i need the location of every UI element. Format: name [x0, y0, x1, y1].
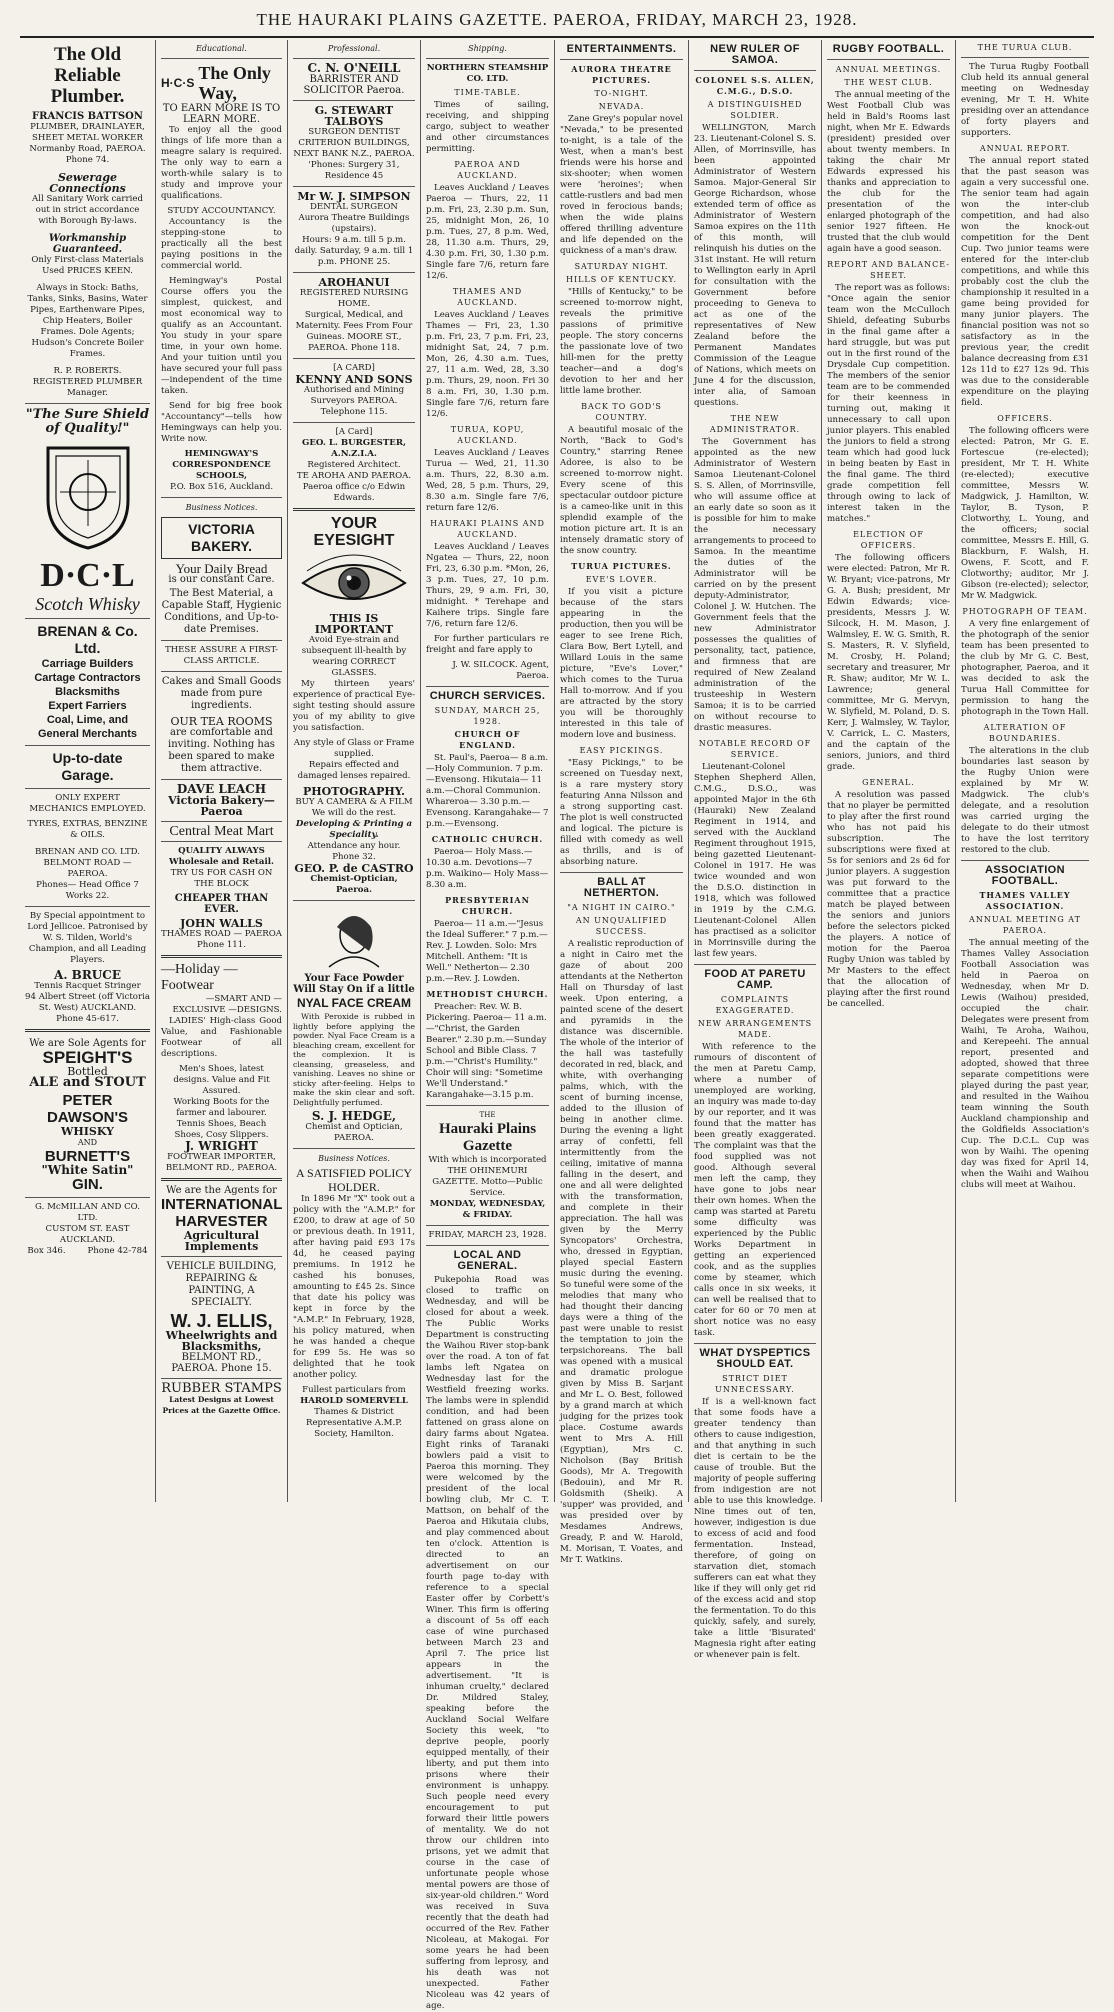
divider — [161, 821, 282, 822]
divider — [25, 745, 150, 746]
international-harvester: INTERNATIONAL HARVESTER — [161, 1196, 283, 1230]
divider — [560, 872, 683, 873]
turua-text-1: The Turua Rugby Football Club held its annual general meeting on Wednesday evening, Mr T. H. White presiding over an attendance of forty players and supporters. — [961, 62, 1089, 138]
thames-auckland-times: Leaves Auckland / Leaves Thames — Fri, 23, 1.30 p.m. Fri, 23, 7 p.m. Fri, 23, midnight Sat, 24, 7 p.m. Mon, 26, 4.30 a.m. Tues, 27, 11 a.m. Wed, 28, 3.30 p.m. Thurs, 29, noon. Fri 30 8 a.m. Fri, 30, 1.30 p.m. Single fare 7/6, return fare 12/6. — [426, 310, 549, 419]
paeroa-office: Paeroa office c/o Edwin Edwards. — [302, 482, 406, 503]
divider — [293, 186, 415, 187]
divider — [293, 900, 415, 901]
a-card: [A CARD] — [333, 363, 375, 373]
workmanship-text: Only First-class Materials Used PRICES KEEN. — [31, 255, 144, 276]
de-castro: GEO. P. de CASTRO — [294, 862, 414, 875]
garage-heading: Up-to-date Garage. — [52, 750, 123, 783]
shipping-head: Shipping. — [468, 44, 507, 53]
hcs-para-3: Hemingway's Postal Course offers you the simplest, quickest, and most economical way to qualify as an Accountant. You study in your spare time, in your own home. And your tuition until you have secured your full pass—independent of the time taken. — [161, 276, 282, 396]
earn-more: TO EARN MORE IS TO LEARN MORE. — [162, 103, 281, 125]
wj-ellis: W. J. ELLIS, — [170, 1311, 273, 1331]
custom-st: CUSTOM ST. EAST AUCKLAND. — [45, 1224, 130, 1245]
divider — [426, 686, 549, 687]
brenan-service-item: General Merchants — [37, 728, 138, 740]
tonight: TO-NIGHT. — [594, 89, 649, 98]
assure: THESE ASSURE A FIRST-CLASS ARTICLE. — [164, 645, 279, 666]
battson-trades: PLUMBER, DRAINLAYER, SHEET METAL WORKER — [30, 122, 145, 143]
new-administrator: THE NEW ADMINISTRATOR. — [709, 414, 801, 434]
talboys: G. STEWART TALBOYS — [314, 104, 394, 128]
and: AND — [77, 1138, 98, 1147]
kenny-sons: KENNY AND SONS — [295, 373, 413, 386]
manager-line: R. P. ROBERTS. REGISTERED PLUMBER Manager. — [32, 366, 143, 398]
divider — [161, 640, 282, 641]
wholesale: Wholesale and Retail. — [169, 857, 274, 867]
association-football: ASSOCIATION FOOTBALL. — [985, 864, 1065, 887]
architect: Registered Architect. — [307, 460, 401, 470]
church-england: CHURCH OF ENGLAND. — [454, 729, 521, 750]
buy-camera: BUY A CAMERA & A FILM We will do the rest. — [295, 797, 413, 818]
satisfied-policy: A SATISFIED POLICY HOLDER. — [295, 1166, 412, 1194]
criterion: CRITERION BUILDINGS, NEXT BANK N.Z., PAEROA. — [293, 138, 415, 159]
turua-pictures: TURUA PICTURES. — [571, 561, 672, 571]
divider — [25, 788, 150, 789]
church-england-text: St. Paul's, Paeroa— 8 a.m.—Holy Communion. 7 p.m.—Evensong. Hikutaia— 11 a.m.—Choral Communion. Whareroa— 3.30 p.m.—Evensong. Karangahake— 7 p.m.—Evensong. — [426, 753, 549, 829]
burnetts: BURNETT'S — [44, 1148, 131, 1165]
bruce-address: 94 Albert Street (off Victoria St. West) AUCKLAND. Phone 45-617. — [25, 992, 150, 1024]
gazette-date: FRIDAY, MARCH 23, 1928. — [428, 1230, 547, 1240]
constant-care: is our constant Care. — [168, 574, 275, 585]
walls-address: THAMES ROAD — PAEROA Phone 111. — [161, 929, 282, 950]
silcock: J. W. SILCOCK. Agent, Paeroa. — [452, 660, 549, 681]
bruce-trade: Tennis Racquet Stringer — [34, 981, 141, 991]
any-style: Any style of Glass or Frame supplied. — [293, 738, 415, 759]
general: GENERAL. — [862, 778, 915, 787]
strict-diet: STRICT DIET UNNECESSARY. — [715, 1374, 795, 1394]
photograph-team: PHOTOGRAPH OF TEAM. — [962, 607, 1088, 616]
tyres-line: TYRES, EXTRAS, BENZINE & OILS. — [27, 819, 148, 840]
divider — [694, 964, 816, 965]
john-walls: JOHN WALLS — [180, 917, 263, 930]
lady-portrait-illustration — [319, 907, 389, 967]
sewerage-heading: Sewerage Connections — [49, 171, 126, 195]
divider — [293, 1148, 415, 1149]
hemingways: HEMINGWAY'S CORRESPONDENCE SCHOOLS, — [172, 449, 271, 481]
turua-text-4: A very fine enlargement of the photograph of the senior team has been presented to the club by Mr G. C. Best, photographer, Paeroa, and it was decided to ask the Turua Hall Committee for permission to hang the photograph in the Town Hall. — [961, 619, 1089, 717]
avoid-eyestrain: Avoid Eye-strain and subsequent ill-health by wearing CORRECT GLASSES. — [301, 635, 407, 678]
professional-head: Professional. — [327, 44, 381, 53]
working-boots: Working Boots for the farmer and labourer. — [173, 1097, 270, 1118]
nevada-text: Zane Grey's popular novel "Nevada," to be presented to-night, is a tale of the West, when a man's best friends were his horse and six-shooter; when women were 'heroines'; when cattle-rustlers and bad men roved in ferocious bands; when the wide plains offered thrilling adventure and life depended on the quickness of a man's draw. — [560, 114, 683, 256]
annual-report: ANNUAL REPORT. — [979, 144, 1071, 153]
gazette-nameplate: Hauraki Plains Gazette — [438, 1121, 537, 1154]
rubber-stamps: RUBBER STAMPS — [161, 1381, 282, 1396]
timetable: TIME-TABLE. — [454, 88, 521, 97]
samoa-text-3: Lieutenant-Colonel Stephen Shepherd Allen, C.M.G., D.S.O., was appointed Major in the 6th (Hauraki) New Zealand Regiment in 1914, and served with the Auckland Regiment throughout 1915, being gazetted Lieutenant-Colonel in 1917. He was twice wounded and won the D.S.O. distinction in 1918, which was followed in 1919 by the C.M.G. Lieutenant-Colonel Allen has practised as a solicitor in Morrinsville during the last few years. — [694, 762, 816, 959]
unqualified: AN UNQUALIFIED SUCCESS. — [575, 916, 668, 936]
te-aroha: TE AROHA AND PAEROA. — [296, 471, 412, 481]
paeroa-auckland-times: Leaves Auckland / Leaves Paeroa — Thurs, 22, 11 p.m. Fri, 23, 2.30 p.m. Sun, 25, midnight Mon, 26, 10 p.m. Tues, 27, 8 p.m. Wed, 28, 11.30 a.m. Thurs, 29, 4.30 p.m. Fri, 30, 1.30 p.m. Single fare 7/6, return fare 12/6. — [426, 183, 549, 281]
column-6 — [689, 40, 822, 1660]
thames-auckland: THAMES AND AUCKLAND. — [452, 287, 523, 307]
white-satin: "White Satin" — [41, 1163, 134, 1177]
simpson-title: DENTAL SURGEON — [310, 202, 398, 212]
only-way: The Only Way, — [198, 63, 271, 103]
brenan-service-item: Blacksmiths — [55, 686, 120, 698]
this-is-important: THIS IS IMPORTANT — [314, 612, 394, 636]
divider — [694, 1343, 816, 1344]
dcl-wordmark: D·C·L — [40, 557, 135, 594]
divider — [25, 1029, 150, 1032]
divider — [25, 906, 150, 907]
workmanship-heading: Workmanship Guaranteed. — [48, 233, 127, 255]
divider — [426, 1225, 549, 1226]
back-text: A beautiful mosaic of the North, "Back to God's Country," starring Renee Adoree, is also to be screened to-morrow night. Every scene of this spectacular outdoor picture is a cameo-like unit in this splendid example of the motion picture art. It is an intensely dramatic story of the snow country. — [560, 425, 683, 556]
entertainments-head: ENTERTAINMENTS. — [566, 43, 677, 55]
divider — [161, 1256, 282, 1257]
hills-text: "Hills of Kentucky," to be screened to-morrow night, reveals the primitive passions of primitive people. The story concerns the passionate love of two hill-men for the pretty teacher—and a dog's devotion to her and her little lame brother. — [560, 287, 683, 396]
brenan-service-item: Coal, Lime, and — [46, 714, 129, 726]
brenan-phones: Phones— Head Office 7 Works 22. — [36, 880, 139, 901]
speights: SPEIGHT'S — [42, 1048, 133, 1067]
plumber-headline: The Old Reliable Plumber. — [50, 44, 125, 107]
oneill-text: BARRISTER AND SOLICITOR Paeroa. — [303, 74, 405, 96]
divider — [694, 70, 816, 71]
election: ELECTION OF OFFICERS. — [853, 530, 924, 550]
paretu-head: FOOD AT PARETU CAMP. — [704, 968, 806, 991]
report-balance: REPORT AND BALANCE-SHEET. — [827, 260, 950, 280]
divider — [161, 841, 282, 842]
somervell: HAROLD SOMERVELL — [300, 1396, 408, 1406]
hemingways-address: P.O. Box 516, Auckland. — [169, 482, 274, 492]
incorporated: With which is incorporated THE OHINEMURI GAZETTE. Motto—Public Service. — [428, 1155, 547, 1198]
victoria-bakery: VICTORIA BAKERY. — [188, 521, 255, 554]
church-services: CHURCH SERVICES. — [429, 690, 546, 702]
divider — [25, 403, 150, 404]
kenny-text: Authorised and Mining Surveyors PAEROA. Telephone 115. — [303, 385, 405, 417]
turua-text-3: The following officers were elected: Patron, Mr G. E. Fortescue (re-elected); president, Mr T. H. White (re-elected); executive committee, Messrs W. Madgwick, J. Hamilton, W. Taylor, B. Tyson, P. Clotworthy, L. Young, and the officers; social committee, Messrs E. Hill, G. Blackburn, F. Walsh, H. Owens, F. Scott, and F. Clotworthy; auditor, Mr J. Gibson (re-elected); selector, Mr W. Madgwick. — [961, 426, 1089, 601]
nsco: NORTHERN STEAMSHIP CO. LTD. — [426, 63, 549, 84]
mcmillan: G. McMILLAN AND CO. LTD. — [35, 1202, 140, 1223]
hcs-para-2: Accountancy is the stepping-stone to practically all the best paying positions in the commercial world. — [161, 217, 282, 271]
thames-valley: THAMES VALLEY ASSOCIATION. — [979, 890, 1071, 911]
peter-dawson: PETER DAWSON'S — [46, 1092, 129, 1126]
eves-lover: EVE'S LOVER. — [585, 575, 658, 584]
aurora-buildings: Aurora Theatre Buildings (upstairs). — [298, 213, 410, 234]
distinguished: A DISTINGUISHED SOLDIER. — [707, 100, 803, 120]
appointment-text: By Special appointment to Lord Jellicoe. Patronised by W. S. Tilden, World's Champion, and all Leading Players. — [27, 911, 148, 965]
divider — [560, 59, 683, 60]
j-wright: J. WRIGHT — [185, 1139, 258, 1153]
divider — [293, 100, 415, 101]
brenan-heading: BRENAN & Co. Ltd. — [37, 623, 138, 656]
best-material: The Best Material, a Capable Staff, Hygienic Conditions, and Up-to-date Premises. — [161, 588, 282, 635]
dyspeptics-text: If is a well-known fact that some foods have a greater tendency than others to cause indigestion, and that anything in such diet is certain to be the cause of trouble. But the majority of people suffering from indigestion are not able to use this knowledge. Nine times out of ten, however, indigestion is due to excess of acid and food fermentation. Instead, therefore, of going on starvation diet, stomach sufferers can eat what they like if they will only get rid of the excess acid and stop the fermentation. To do this quickly, safely, and surely, take a little 'Bisurated' Magnesia right after eating or whenever pain is felt. — [694, 1397, 816, 1660]
column-8 — [956, 40, 1094, 1502]
sure-shield-slogan: "The Sure Shield of Quality!" — [25, 407, 150, 436]
ball-text: A realistic reproduction of a night in Cairo met the gaze of about 200 attendants at the Netherton Hall on Thursday of last week. Upon entering, a painted scene of the desert and pyramids in the distance was discernible. The whole of the interior of the hall was tastefully decorated in red, black, and white, with overhanging palms, which, with the scent of burning incense, added to the illusion of being in another clime. During the evening a light array of confetti, fell intermittently from the ceiling, imitative of manna falling in the desert, and one and all were delighted with the transformation, and complete in their appreciation. The hall was given by the Merry Syncopators' Orchestra, who, dressed in Egyptian, played special Eastern music during the evening. So tuneful were some of the melodies that many who had thought their dancing days were a thing of the past were unable to resist the temptation to join the terpsichoreans. The ball was opened with a musical and dramatic prologue given by Miss B. Sarjant and Mr L. O. Best, followed by a grand march at which judging for the prizes took place. Costume awards went to Mrs A. Hill (Egyptian), Mrs C. Nicholson (Bay British Goods), Mr A. Tregowith (Bedouin), and Mr R. Goldsmith (Sheik). A 'supper' was provided, and was presided over by Mesdames Andrews, Gready, P. and W. Harold, M. Morisan, T. Voates, and Mr T. Watkins. — [560, 939, 683, 1565]
mechanics-line: ONLY EXPERT MECHANICS EMPLOYED. — [29, 793, 146, 814]
dave-leach: DAVE LEACH — [176, 782, 267, 796]
divider — [293, 358, 415, 359]
chemist-optician: Chemist-Optician, Paeroa. — [310, 874, 398, 895]
officers: OFFICERS. — [997, 414, 1053, 423]
samoa-text-2: The Government has appointed as the new Administrator of Western Samoa Lieutenant-Colonel S. S. Allen, of Morrinsville, who will assume office at an early date so soon as it is possible for him to make the necessary arrangements to proceed to Samoa. In the meantime the duties of the Administrator will be carried on by the present deputy-Administrator, Colonel J. W. Hutchen. The Government feels that the new Administrator possesses the qualities of personality, tact, patience, and firmness that are required of New Zealand administration of the trusteeship in Western Samoa; it is to be carried on without recourse to drastic measures. — [694, 437, 816, 733]
dcl-shield-logo — [40, 442, 136, 552]
divider — [161, 497, 282, 498]
brenan-service-item: Carriage Builders — [41, 658, 134, 670]
column-7 — [822, 40, 956, 1502]
divider — [426, 1245, 549, 1246]
divider — [293, 272, 415, 273]
educational-head: Educational. — [196, 44, 247, 53]
ladies-text: LADIES' High-class Good Value, and Fashionable Footwear of all descriptions. — [161, 1016, 282, 1059]
aurora-pictures: AURORA THEATRE PICTURES. — [571, 64, 672, 85]
paeroa-auckland: PAEROA AND AUCKLAND. — [454, 160, 521, 180]
sewerage-text: All Sanitary Work carried out in strict accordance with Borough By-laws. — [32, 194, 143, 226]
ball-netherton: BALL AT NETHERTON. — [583, 876, 660, 899]
brenan-service-item: Cartage Contractors — [34, 672, 141, 684]
annual-meeting-paeroa: ANNUAL MEETING AT PAEROA. — [969, 915, 1081, 935]
local-general: LOCAL AND GENERAL. — [453, 1249, 522, 1272]
turua-kopu: TURUA, KOPU, AUCKLAND. — [450, 425, 525, 445]
simpson: Mr W. J. SIMPSON — [297, 190, 411, 203]
smart-designs: —SMART AND —EXCLUSIVE —DESIGNS. — [172, 994, 282, 1015]
a-card-2: [A Card] — [335, 427, 373, 437]
talboys-title: SURGEON DENTIST — [308, 127, 400, 137]
scotch-whisky: Scotch Whisky — [35, 594, 140, 614]
hedge-text: Chemist and Optician, PAEROA. — [305, 1122, 403, 1143]
divider — [293, 508, 415, 511]
face-powder: Your Face Powder Will Stay On if a little — [293, 973, 415, 995]
the: THE — [479, 1111, 496, 1119]
nursing-text: Surgical, Medical, and Maternity. Fees From Four Guineas. MOORE ST., PAEROA. Phone 118. — [295, 310, 413, 353]
back-to-gods: BACK TO GOD'S COUNTRY. — [581, 402, 662, 422]
timetable-text: Times of sailing, receiving, and shipping cargo, subject to weather and other circumstances permitting. — [426, 100, 549, 154]
divider — [161, 1378, 282, 1379]
whisky: WHISKY — [61, 1125, 114, 1138]
saturday-night: SATURDAY NIGHT. — [574, 262, 669, 271]
association-text: The annual meeting of the Thames Valley Association Football Association was held in Paeroa on Wednesday, when Mr D. Lewis (Waihou) presided, occupied the chair. Delegates were present from Waihi, Te Aroha, Waihou, and Kerepeehi. The annual report, presented and adopted, showed that three separate competitions were played during the past year, and resulted in the Waihou team winning the South Auckland championship and the Goldfields Association's Cup. The D.C.L. Cup was won by Waihi. The opening day was fixed for April 14, when the Waihi and Waihou clubs will meet at Waihou. — [961, 938, 1089, 1190]
tennis-shoes: Tennis Shoes, Beach Shoes, Cosy Slippers. — [174, 1119, 269, 1140]
divider — [161, 58, 282, 59]
bottled: Bottled — [67, 1065, 108, 1078]
divider — [161, 955, 282, 958]
turua-club: THE TURUA CLUB. — [977, 43, 1073, 52]
hauraki-plains-times: Leaves Auckland / Leaves Ngatea — Thurs, 22, noon Fri, 23, 6.30 p.m. *Mon, 26, 3 p.m. Tues, 27, 10 p.m. Thurs, 29, 9 a.m. Fri, 30, midnight. * Terehape and Kaihere trips. Single fare 7/6, return fare 12/6. — [426, 542, 549, 629]
divider — [25, 1197, 150, 1198]
study-heading: STUDY ACCOUNTANCY. — [167, 206, 276, 216]
experience: My thirteen years' experience of practical Eye-sight testing should assure you of my ability to give you satisfaction. — [293, 679, 415, 733]
try-us: TRY US FOR CASH ON THE BLOCK — [170, 868, 273, 889]
attendance: Attendance any hour. Phone 32. — [307, 841, 401, 862]
daily-bread: Your Daily Bread — [175, 561, 268, 576]
business-notices-2: Business Notices. — [318, 1154, 390, 1163]
wright-text: FOOTWEAR IMPORTER, BELMONT RD., PAEROA. — [165, 1152, 278, 1173]
hcs-para-1: To enjoy all the good things of life more than a meagre salary is required. The only way to earn a worth-while salary is to study and improve your qualifications. — [161, 125, 282, 201]
divider — [426, 58, 549, 59]
divider — [161, 779, 282, 780]
divider — [293, 422, 415, 423]
wheelwrights: Wheelwrights and Blacksmiths, — [165, 1329, 278, 1353]
further-particulars: For further particulars re freight and fare apply to — [426, 634, 549, 655]
catholic: CATHOLIC CHURCH. — [431, 834, 544, 844]
amp-text: In 1896 Mr "X" took out a policy with the "A.M.P." for £200, to draw at age of 50 or previous death. In 1911, after having paid £93 17s 4d, he ceased paying premiums. In 1912 he cashed his bonuses, amounting to £45 2s. Since that date his policy was kept in force by the "A.M.P." In February, 1928, his policy matured, when he was handed a cheque for £99 5s. He was so delighted that he took another policy. — [293, 1194, 415, 1380]
west-text-2: The report was as follows: "Once again the senior team won the McCulloch Shield, defeating Suburbs in the final game after a hard struggle, but was put out in the first round of the Drysdale Cup competition. The members of the senior team are to be commended for their keenness in turning out, making it unnecessary to call upon junior players. This enabled the juniors to field a strong team which had good luck in being beaten by East in the final game. The third grade competition fell through owing to lack of interest taken in the matches." — [827, 283, 950, 524]
sj-hedge: S. J. HEDGE, — [311, 1109, 397, 1123]
hcs-logo: H·C·S — [161, 75, 195, 90]
sunday-date: SUNDAY, MARCH 25, 1928. — [434, 706, 541, 726]
turua-text-2: The annual report stated that the past season was again a very successful one. The senior team had again won the inter-club competition, and had also won the knock-out competition for the Dent Cup. Two junior teams were entered for the inter-club competitions, and while this probably cost the club the championship it resulted in a game being provided for many junior players. The financial position was not so satisfactory as in the previous year, the credit balance decreasing from £31 12s 11d to £27 12s 9d. This was due to the considerable expenditure on the playing field. — [961, 156, 1089, 408]
easy-text: "Easy Pickings," to be screened on Tuesday next, is a rare mystery story featuring Anna Nilsson and a strong supporting cast. The plot is well constructed and logical. The picture is filled with comedy as well as thrills, and is of absorbing nature. — [560, 758, 683, 867]
brenan-service-item: Expert Farriers — [48, 700, 127, 712]
divider — [25, 618, 150, 619]
business-notices: Business Notices. — [185, 503, 258, 512]
masthead: THE HAURAKI PLAINS GAZETTE. PAEROA, FRIDAY, MARCH 23, 1928. — [256, 10, 858, 29]
mens-shoes: Men's Shoes, latest designs. Value and Fit Assured. — [173, 1064, 270, 1096]
box-phone: Box 346. Phone 42-784 — [27, 1246, 148, 1256]
hills-head: HILLS OF KENTUCKY. — [565, 275, 677, 284]
battson-address: Normanby Road, PAEROA. Phone 74. — [29, 144, 146, 165]
arrangements: NEW ARRANGEMENTS MADE. — [697, 1019, 813, 1039]
masthead-rule — [20, 36, 1094, 38]
presbyterian-text: Paeroa— 11 a.m.—"Jesus the Ideal Sufferer." 7 p.m.—Rev. J. Lowden. Solo: Mrs Mitchell. Anthem: "It is Well." Netherton— 2.30 p.m.—Rev. J. Lowden. — [426, 919, 548, 984]
eye-illustration — [299, 553, 409, 609]
arohanui: AROHANUI — [318, 276, 390, 289]
photography: PHOTOGRAPHY. — [302, 785, 405, 798]
nevada-head: NEVADA. — [598, 102, 645, 111]
catholic-text: Paeroa— Holy Mass.—10.30 a.m. Devotions—7 p.m. Waikino— Holy Mass—8.30 a.m. — [426, 847, 549, 890]
west-club: THE WEST CLUB. — [844, 78, 933, 87]
meat-mart: Central Meat Mart — [169, 824, 274, 839]
publication-days: MONDAY, WEDNESDAY, & FRIDAY. — [429, 1199, 546, 1220]
repairs: Repairs effected and damaged lenses repaired. — [297, 760, 411, 781]
fullest: Fullest particulars from — [302, 1385, 406, 1395]
local-general-text: Pukepohia Road was closed to traffic on Wednesday, and will be closed for about a week. The Public Works Department is constructing the Waihou River stop-bank over the road. A ton of fat lambs left Ngatea on Wednesday last for the Westfield freezing works. The lambs were in splendid condition, and had been fattened on grass alone on dairy farms about Ngatea. Eight rinks of Taranaki bowlers paid a visit to Paeroa this morning. They were welcomed by the president of the local bowling club, Mr C. T. Mattson, on behalf of the Paeroa and Hikutaia clubs, and play commenced about ten o'clock. Attention is directed to an advertisement on our fourth page to-day with reference to a special Easter offer by Corbett's Winer. This firm is offering a discount of 5s off each case of wine purchased between March 23 and April 7. The price list appears in the advertisement. "It is inhuman cruelty," declared Dr. Mildred Staley, speaking before the Auckland Social Welfare Society this week, "to deprive people, poorly equipped mentally, of their liberty, and put them into prisons where their environment is unhappy. Such people need every encouragement to put forward their little powers of mentality. We do not throw our children into prisons, yet we admit that course in the case of unfortunate people whose mental powers are those of six-year-old children." Word was received in Suva recently that the death had occurred of the Rev. Father Nicoleau, at Makogai. For some years he had been suffering from leprosy, and his death was not unexpected. Father Nicoleau was 42 years of age. — [426, 1275, 549, 2011]
divider — [827, 59, 950, 60]
brenan-services — [25, 657, 150, 741]
annual-meetings: ANNUAL MEETINGS. — [835, 65, 942, 74]
developing: Developing & Printing a Speciality. — [295, 819, 413, 840]
night-in-cairo: "A NIGHT IN CAIRO." — [567, 903, 676, 912]
easy-pickings: EASY PICKINGS. — [579, 746, 664, 755]
latest-designs: Latest Designs at Lowest Prices at the Gazette Office. — [162, 1395, 281, 1415]
notable-record: NOTABLE RECORD OF SERVICE. — [698, 739, 812, 759]
tea-rooms-text: are comfortable and inviting. Nothing has been spared to make them attractive. — [168, 727, 275, 774]
gin: GIN. — [72, 1176, 103, 1193]
turua-kopu-times: Leaves Auckland / Leaves Turua — Wed, 21, 11.30 a.m. Thurs, 22, 8.30 a.m. Wed, 28, 5 p.m. Thurs, 29, 8.30 a.m. Single fare 7/6, return fare 12/6. — [426, 448, 549, 513]
divider — [961, 57, 1089, 58]
dyspeptics-head: WHAT DYSPEPTICS SHOULD EAT. — [699, 1347, 811, 1370]
hauraki-plains: HAURAKI PLAINS AND AUCKLAND. — [430, 519, 545, 539]
methodist: METHODIST CHURCH. — [426, 989, 549, 999]
eve-text: If you visit a picture because of the stars appearing in the production, then you will be eager to see Irene Rich, Clara Bow, Bert Lytell, and Willard Louis in the same picture, "Eve's Lover," which comes to the Turua Hall to-morrow. And if you are attracted by the story you will be thoroughly interested in this tale of modern love and business. — [560, 587, 683, 740]
column-1 — [20, 40, 156, 1502]
simpson-hours: Hours: 9 a.m. till 5 p.m. daily. Saturday, 9 a.m. till 1 p.m. PHONE 25. — [294, 235, 414, 267]
complaints: COMPLAINTS EXAGGERATED. — [715, 995, 795, 1015]
oneill: C. N. O'NEILL — [307, 61, 401, 75]
samoa-text-1: WELLINGTON, March 23. Lieutenant-Colonel S. S. Allen, of Morrinsville, has been appointed Administrator of Western Samoa. Major-General Sir George Richardson, whose extended term of office as Administrator of Western Samoa expires on the 11th of this month, will relinquish his duties on the 31st instant. He will return to Wellington early in April for consultation with the Government before proceeding to Geneva to act as one of the representatives of New Zealand before the Permanent Mandates Commission of the League of Nations, which meets on June 4 for the discussion, inter alia, of Samoan questions. — [694, 123, 816, 408]
methodist-text: Preacher: Rev. W. B. Pickering. Paeroa— 11 a.m.—"Christ, the Garden Bearer." 2.30 p.m.—Sunday School and Bible Class. 7 p.m.—"Christ's Humility." Choir will sing: "Sometime We'll Understand." Karangahake—3.15 p.m. — [426, 1002, 547, 1100]
your-eyesight: YOUR EYESIGHT — [313, 515, 395, 549]
presbyterian: PRESBYTERIAN CHURCH. — [445, 895, 530, 916]
cheaper: CHEAPER THAN EVER. — [174, 893, 269, 915]
agricultural: Agricultural Implements — [183, 1229, 260, 1253]
leach-bakery: Victoria Bakery—Paeroa — [168, 794, 275, 818]
turua-text-5: The alterations in the club boundaries last season by the Rugby Union were explained by Mr W. Madgwick. The club's delegate, and a resolution was carried urging the delegate to do their utmost to have the lost territory restored to the club. — [961, 746, 1089, 855]
hcs-para-4: Send for big free book "Accountancy"—tells how Hemingways can help you. Write now. — [161, 401, 282, 444]
stock-list: Always in Stock: Baths, Tanks, Sinks, Basins, Water Pipes, Earthenware Pipes, Chip Heaters, Boiler Frames. Dole Agents; Hudson's Concrete Boiler Frames. — [27, 283, 148, 359]
colonel-allen: COLONEL S.S. ALLEN, C.M.G., D.S.O. — [695, 75, 815, 96]
alteration: ALTERATION OF BOUNDARIES. — [983, 723, 1067, 743]
burgester: GEO. L. BURGESTER, A.N.Z.I.A. — [302, 438, 406, 459]
nyal-face-cream: NYAL FACE CREAM — [296, 996, 412, 1010]
column-3 — [288, 40, 421, 1502]
sole-agents: We are Sole Agents for — [29, 1038, 146, 1049]
agents-for: We are the Agents for — [166, 1185, 277, 1196]
quality-always: QUALITY ALWAYS — [178, 846, 265, 856]
nyal-text: With Peroxide is rubbed in lightly before applying the powder. Nyal Face Cream is a bleaching cream, excellent for the complexion. It is cleansing, greaseless, and vanishing. Leaves no shine or sticky after-feeling. Helps to make the skin clear and soft. Delightfully perfumed. — [293, 1012, 415, 1107]
divider — [961, 860, 1089, 861]
battson-name: FRANCIS BATTSON — [32, 111, 143, 122]
holiday-footwear: —Holiday —Footwear — [161, 962, 238, 993]
paretu-text: With reference to the rumours of discontent of the men at Paretu Camp, where a number of unemployed are working, an inquiry was made to-day by our reporter, and it was found that the matter has been greatly exaggerated. The complaint was that the food supplied was not good. Although several men left the camp, they have gone to jobs near their own homes. When the camp was started at Paretu some difficulty was experienced by the Public Works Department in getting an experienced cook, and as the supplies come by steamer, which calls once in six weeks, it can well be realised that to cater for 60 or 70 men at short notice was no easy task. — [694, 1042, 816, 1338]
tea-rooms: OUR TEA ROOMS — [170, 715, 273, 728]
divider — [161, 1178, 282, 1181]
divider — [293, 58, 415, 59]
column-5 — [555, 40, 689, 1565]
bruce-name: A. BRUCE — [54, 968, 121, 982]
column-4 — [421, 40, 555, 2011]
talboys-phones: 'Phones: Surgery 31, Residence 45 — [308, 160, 400, 181]
rugby-head: RUGBY FOOTBALL. — [832, 43, 945, 55]
nursing-home: REGISTERED NURSING HOME. — [299, 288, 409, 309]
ellis-address: BELMONT RD., PAEROA. Phone 15. — [171, 1352, 272, 1374]
ale-stout: ALE and STOUT — [29, 1075, 146, 1090]
west-text-3: The following officers were elected: Patron, Mr R. W. Bryant; vice-patrons, Mr G. A. Bush; president, Mr Edwin Edwards; vice-presidents, Messrs J. W. Silcock, H. M. Mason, J. Walmsley, E. W. G. Smith, R. S. Masters, R. V. Slyfield, M. Crosby, H. Poland; secretary and treasurer, Mr R. Shaw; auditor, Mr W. L. Lawrence; general committee, Mr G. Mervyn, W. Slyfield, M. Poland, D. S. Kerr, J. Walmsley, W. Taylor, V. Carrick, L. C. Masters, and the captain of the seniors, juniors, and third grade. — [827, 553, 950, 772]
somervell-text: Thames & District Representative A.M.P. Society, Hamilton. — [306, 1407, 402, 1439]
samoa-head: NEW RULER OF SAMOA. — [710, 43, 800, 66]
brenan-address: BRENAN AND CO. LTD. BELMONT ROAD — PAEROA. — [34, 847, 141, 879]
west-text-4: A resolution was passed that no player be permitted to play after the first round who has not paid his subscription. The subscriptions were fixed at 5s for seniors and 2s 6d for junior players. A suggestion was put forward to the committee that a practice match be played between the seniors and juniors before the selectors picked the players. A notice of motion for the Paeroa Rugby Union was tabled by Mr Masters to the effect that the allocation of playing after the first round be cancelled. — [827, 790, 950, 1009]
cakes: Cakes and Small Goods made from pure ingredients. — [161, 676, 282, 711]
divider — [426, 1105, 549, 1106]
divider — [161, 671, 282, 672]
west-text-1: The annual meeting of the West Football Club was held in Bald's Rooms last night, when Mr E. Edwards (president) presided over about twenty members. In taking the chair Mr Edwards expressed his thanks and appreciation to the club for the presentation of the enlarged photograph of the senior 1927 fifteen. He trusted that the club would again have a good season. — [827, 90, 950, 254]
vehicle-building: VEHICLE BUILDING, REPAIRING & PAINTING, A SPECIALTY. — [166, 1261, 277, 1308]
column-2 — [156, 40, 288, 1502]
